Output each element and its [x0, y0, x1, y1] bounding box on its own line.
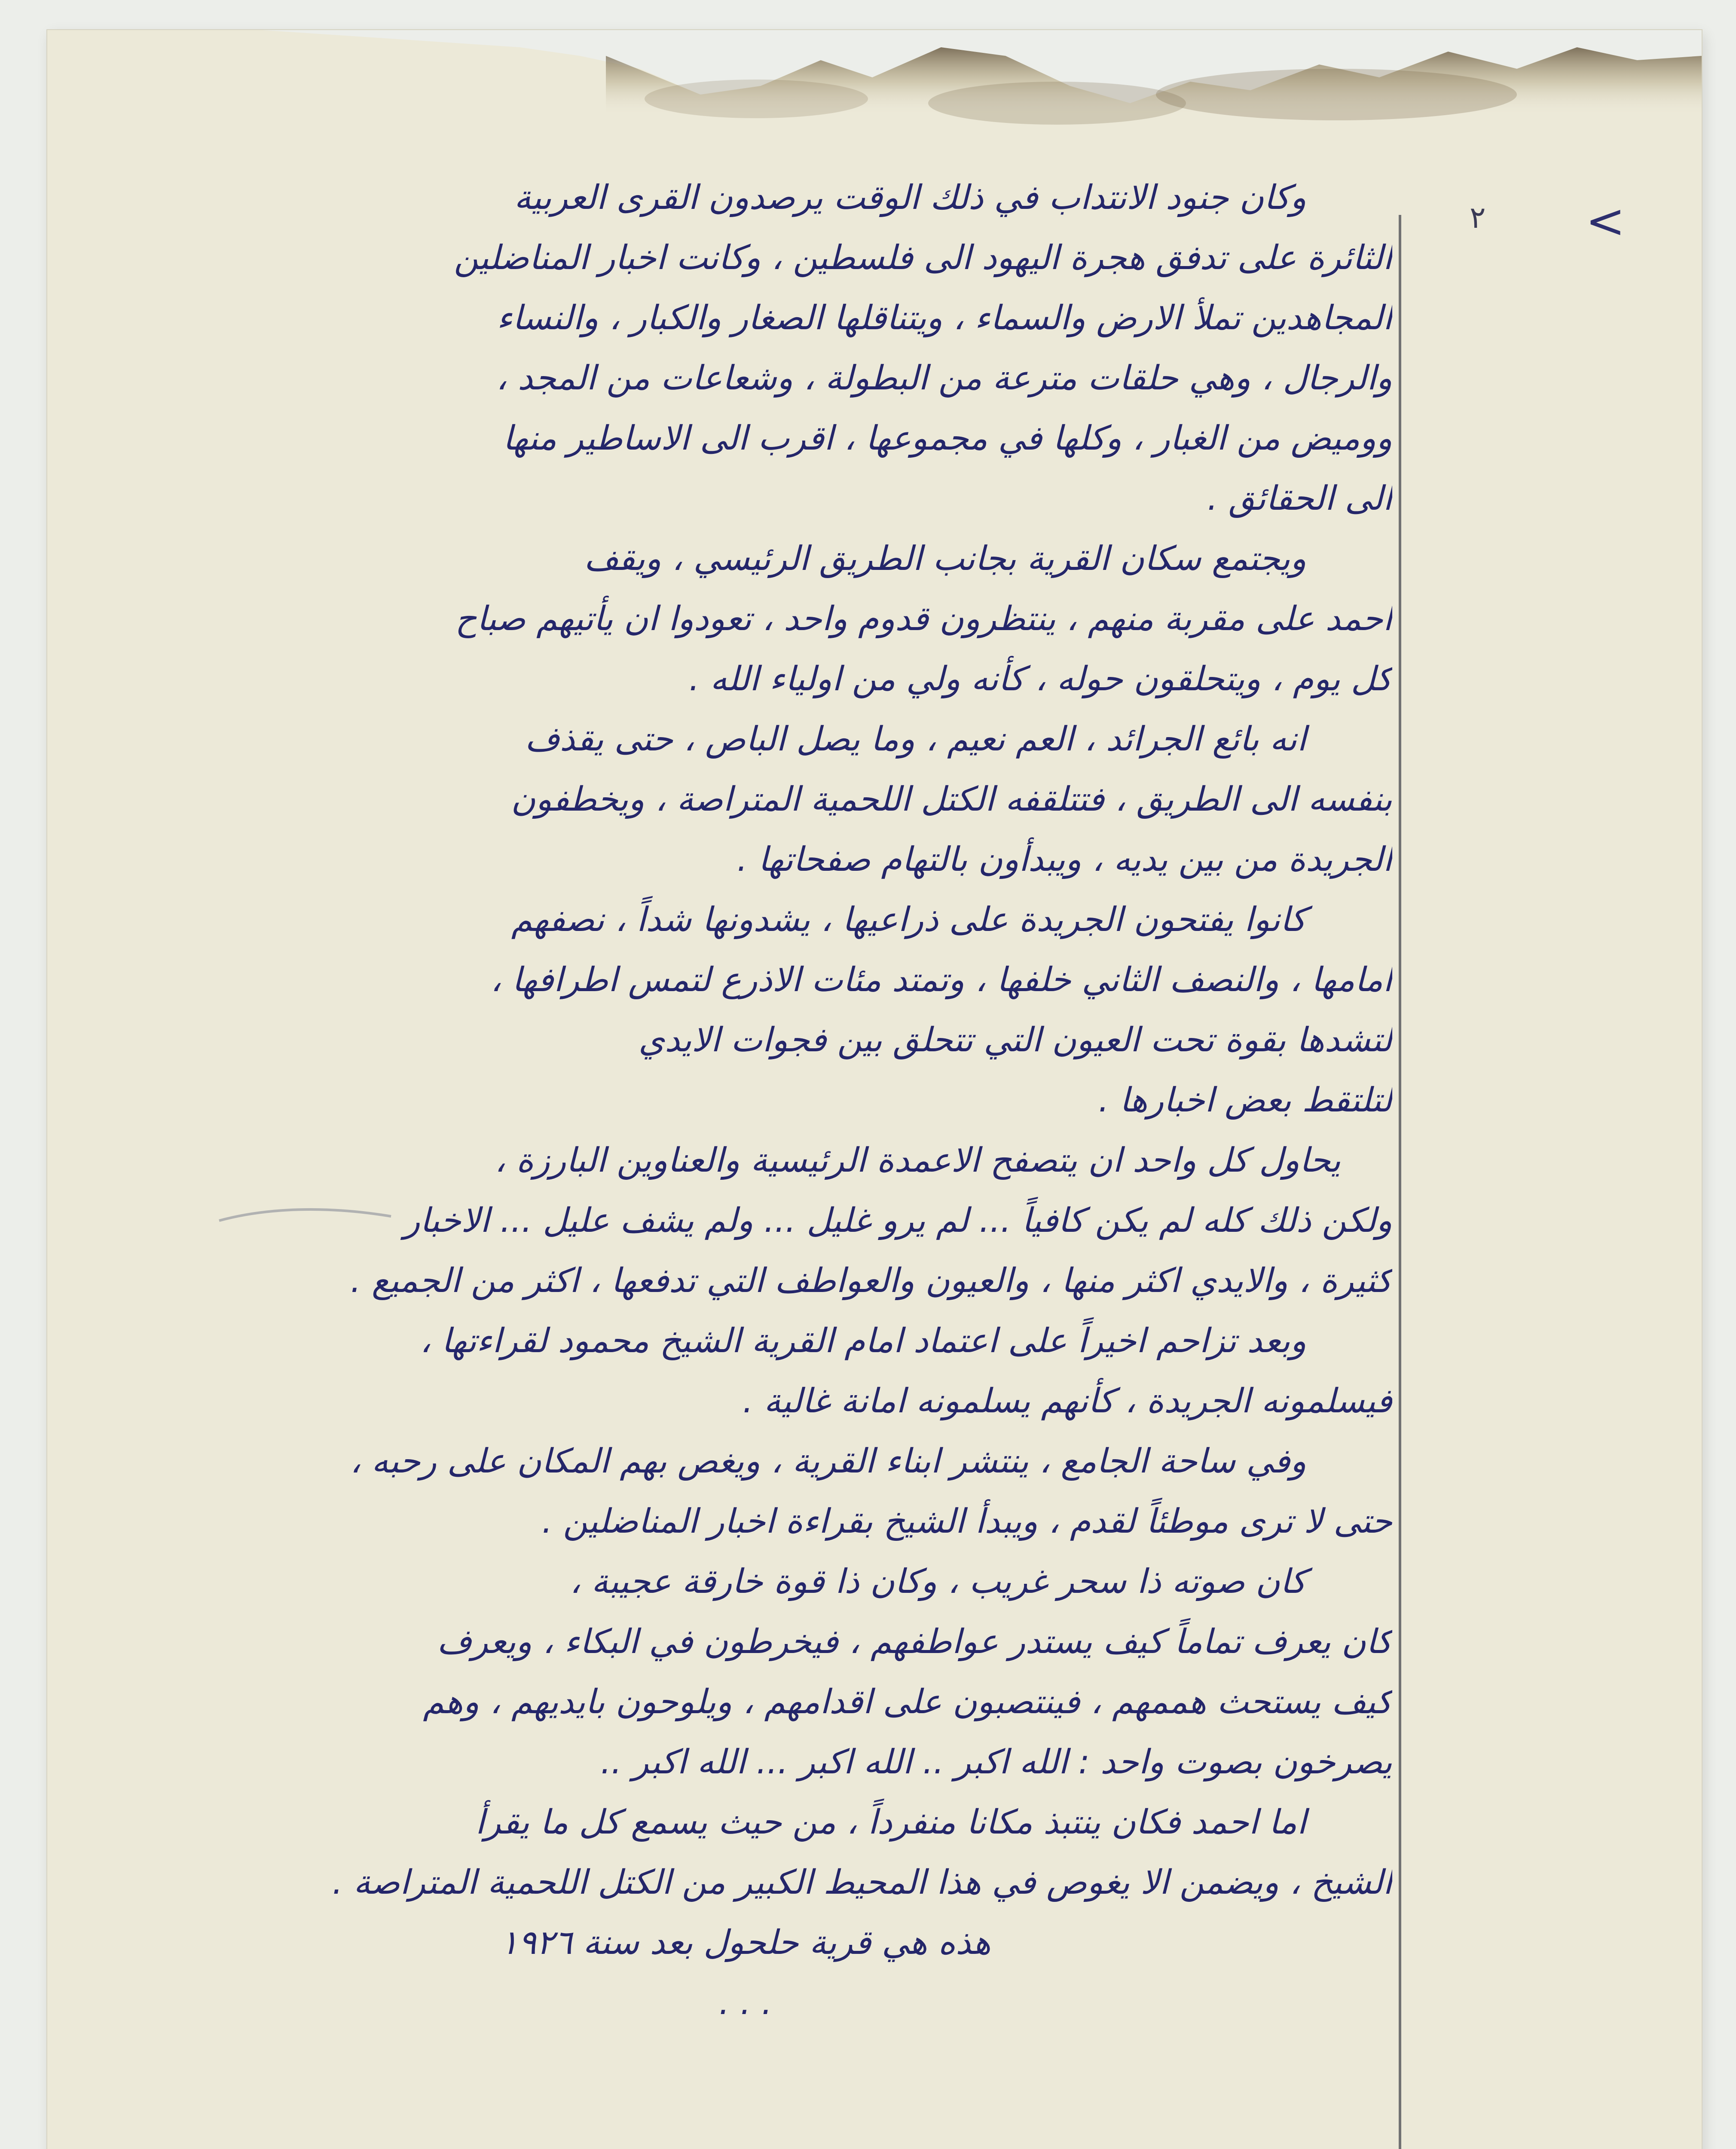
text-line: يصرخون بصوت واحد : الله اكبر .. الله اكبر ... الله اكبر ..: [600, 1743, 1392, 1782]
text-line: المجاهدين تملأ الارض والسماء ، ويتناقلها الصغار والكبار ، والنساء: [497, 299, 1392, 337]
paragraph: [99, 1913, 1392, 1973]
text-line: وفي ساحة الجامع ، ينتشر ابناء القرية ، ويغص بهم المكان على رحبه ،: [350, 1442, 1306, 1481]
manuscript-page: [47, 30, 1702, 2149]
text-line: بنفسه الى الطريق ، فتتلقفه الكتل اللحمية المتراصة ، ويخطفون: [511, 780, 1392, 819]
text-line: الشيخ ، ويضمن الا يغوص في هذا المحيط الكبير من الكتل اللحمية المتراصة .: [332, 1863, 1392, 1902]
text-line: لتشدها بقوة تحت العيون التي تتحلق بين فجوات الايدي: [638, 1021, 1392, 1059]
text-line: احمد على مقربة منهم ، ينتظرون قدوم واحد ، تعودوا ان يأتيهم صباح: [455, 600, 1392, 638]
paragraph: [99, 1552, 1392, 1792]
text-line: الجريدة من بين يديه ، ويبدأون بالتهام صفحاتها .: [737, 840, 1392, 879]
text-line: حتى لا ترى موطئاً لقدم ، ويبدأ الشيخ بقراءة اخبار المناضلين .: [541, 1502, 1392, 1541]
paragraph: [99, 168, 1392, 529]
paragraph: [99, 1130, 1392, 1311]
paragraph: [99, 890, 1392, 1130]
text-line: الى الحقائق .: [1207, 479, 1392, 518]
text-line: فيسلمونه الجريدة ، كأنهم يسلمونه امانة غالية .: [743, 1382, 1392, 1420]
text-line: كانوا يفتحون الجريدة على ذراعيها ، يشدونها شداً ، نصفهم: [511, 900, 1306, 939]
text-line: كل يوم ، ويتحلقون حوله ، كأنه ولي من اولياء الله .: [689, 660, 1392, 698]
text-line: لتلتقط بعض اخبارها .: [1098, 1081, 1392, 1120]
text-line: . . .: [719, 1984, 772, 2022]
text-line: ولكن ذلك كله لم يكن كافياً ... لم يرو غليل ... ولم يشف عليل ... الاخبار: [403, 1201, 1392, 1240]
manuscript-text: [99, 168, 1392, 2033]
margin-rule: [1399, 215, 1401, 2149]
text-line: الثائرة على تدفق هجرة اليهود الى فلسطين ، وكانت اخبار المناضلين: [454, 239, 1392, 277]
text-line: كان يعرف تماماً كيف يستدر عواطفهم ، فيخرطون في البكاء ، ويعرف: [437, 1622, 1392, 1661]
paragraph: [99, 1311, 1392, 1431]
paragraph: [99, 1973, 1392, 2033]
text-line: كان صوته ذا سحر غريب ، وكان ذا قوة خارقة عجيبة ،: [570, 1562, 1306, 1601]
paragraph: [99, 1431, 1392, 1552]
paragraph: [99, 709, 1392, 890]
paragraph: [99, 529, 1392, 709]
text-line: امامها ، والنصف الثاني خلفها ، وتمتد مئات الاذرع لتمس اطرافها ،: [490, 961, 1392, 999]
margin-small-mark: ٢: [1470, 200, 1486, 235]
text-line: ويجتمع سكان القرية بجانب الطريق الرئيسي ، ويقف: [584, 539, 1306, 578]
margin-mark: <: [1586, 193, 1626, 248]
text-line: اما احمد فكان ينتبذ مكانا منفرداً ، من حيث يسمع كل ما يقرأ: [475, 1803, 1306, 1842]
text-line: وكان جنود الانتداب في ذلك الوقت يرصدون القرى العربية: [514, 178, 1306, 217]
text-line: والرجال ، وهي حلقات مترعة من البطولة ، وشعاعات من المجد ،: [496, 359, 1392, 398]
text-line: وبعد تزاحم اخيراً على اعتماد امام القرية الشيخ محمود لقراءتها ،: [420, 1322, 1306, 1360]
text-line: يحاول كل واحد ان يتصفح الاعمدة الرئيسية والعناوين البارزة ،: [495, 1141, 1341, 1180]
text-line: كيف يستحث هممهم ، فينتصبون على اقدامهم ، ويلوحون بايديهم ، وهم: [423, 1683, 1392, 1721]
text-line: ووميض من الغبار ، وكلها في مجموعها ، اقرب الى الاساطير منها: [503, 419, 1392, 458]
paragraph: [99, 1792, 1392, 1913]
text-line: هذه هي قرية حلحول بعد سنة ١٩٢٦: [500, 1923, 991, 1962]
torn-top-edge: [47, 30, 1702, 176]
text-line: انه بائع الجرائد ، العم نعيم ، وما يصل الباص ، حتى يقذف: [525, 720, 1306, 759]
text-line: كثيرة ، والايدي اكثر منها ، والعيون والعواطف التي تدفعها ، اكثر من الجميع .: [350, 1261, 1392, 1300]
